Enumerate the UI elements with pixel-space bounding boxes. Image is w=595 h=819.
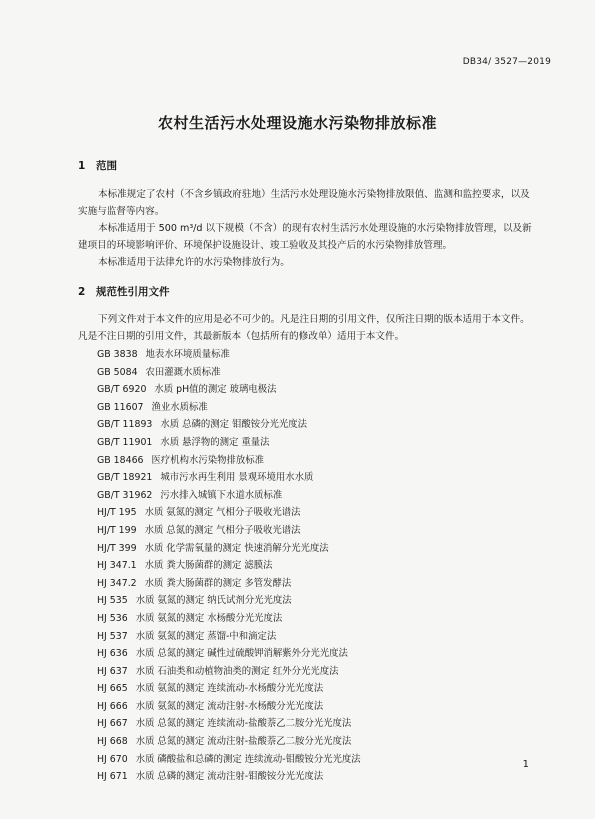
doc-code: DB34/ 3527—2019 — [462, 57, 551, 67]
reference-title: 农田灌溉水质标准 — [145, 366, 221, 378]
reference-title: 水质 粪大肠菌群的测定 多管发酵法 — [144, 577, 292, 589]
reference-item — [97, 399, 361, 417]
reference-title: 水质 总氮的测定 气相分子吸收光谱法 — [144, 524, 301, 536]
reference-code: GB 3838 — [97, 349, 138, 360]
section-number: 2 — [78, 286, 86, 298]
reference-title: 水质 pH值的测定 玻璃电极法 — [154, 384, 277, 396]
reference-title: 城市污水再生利用 景观环境用水水质 — [160, 472, 314, 484]
reference-code: GB 18466 — [97, 454, 144, 466]
reference-title: 医疗机构水污染物排放标准 — [151, 454, 265, 466]
reference-item — [97, 592, 361, 610]
reference-code: HJ 665 — [97, 683, 128, 695]
reference-title: 水质 氨氮的测定 纳氏试剂分光光度法 — [135, 595, 292, 607]
reference-title: 水质 氨氮的测定 水杨酸分光光度法 — [135, 612, 283, 624]
section-number: 1 — [78, 160, 86, 172]
reference-title: 水质 氨氮的测定 蒸馏-中和滴定法 — [135, 630, 277, 642]
reference-code: GB/T 11901 — [97, 436, 153, 448]
reference-code: HJ 536 — [97, 612, 128, 624]
reference-code: HJ 347.2 — [97, 577, 137, 589]
reference-item — [97, 364, 361, 382]
scope-paragraph: 本标准适用于法律允许的水污染物排放行为。 — [98, 257, 290, 268]
reference-item — [97, 733, 361, 751]
reference-title: 水质 化学需氧量的测定 快速消解分光光度法 — [144, 542, 329, 554]
reference-code: GB/T 18921 — [97, 472, 153, 484]
reference-title: 水质 总磷的测定 钼酸铵分光光度法 — [160, 419, 307, 431]
reference-code: GB/T 6920 — [97, 384, 147, 396]
reference-code: HJ 668 — [97, 736, 128, 748]
reference-title: 水质 总氮的测定 流动注射-盐酸萘乙二胺分光光度法 — [135, 736, 352, 748]
reference-code: HJ/T 199 — [97, 524, 137, 536]
reference-item — [97, 469, 361, 487]
section-heading-scope — [78, 158, 117, 173]
reference-title: 水质 磷酸盐和总磷的测定 连续流动-钼酸铵分光光度法 — [135, 753, 361, 765]
reference-code: GB 11607 — [97, 401, 144, 413]
scope-paragraph: 本标准规定了农村（不含乡镇政府驻地）生活污水处理设施水污染物排放限值、监测和监控要求，以及实施与监督等内容。 — [78, 189, 530, 217]
reference-item — [97, 575, 361, 593]
reference-code: GB/T 31962 — [97, 489, 153, 501]
reference-item — [97, 610, 361, 628]
reference-title: 水质 悬浮物的测定 重量法 — [160, 436, 270, 448]
reference-code: HJ 637 — [97, 665, 128, 677]
page-number: 1 — [522, 759, 529, 770]
reference-title: 水质 总氮的测定 连续流动-盐酸萘乙二胺分光光度法 — [135, 718, 352, 730]
reference-list — [97, 346, 361, 786]
reference-code: HJ/T 399 — [97, 542, 137, 554]
section-heading-normative-references — [78, 284, 170, 299]
reference-item — [97, 504, 361, 522]
reference-item — [97, 715, 361, 733]
reference-code: HJ 347.1 — [97, 560, 137, 572]
reference-code: HJ/T 195 — [97, 507, 137, 519]
reference-title: 污水排入城镇下水道水质标准 — [160, 489, 283, 501]
reference-code: HJ 537 — [97, 630, 128, 642]
reference-title: 渔业水质标准 — [151, 401, 208, 413]
reference-item — [97, 381, 361, 399]
reference-item — [97, 487, 361, 505]
reference-code: HJ 667 — [97, 718, 128, 730]
reference-title: 水质 氨氮的测定 气相分子吸收光谱法 — [144, 507, 301, 519]
section-title: 范围 — [96, 160, 117, 172]
reference-item — [97, 680, 361, 698]
reference-item — [97, 645, 361, 663]
reference-item — [97, 751, 361, 769]
reference-title: 水质 粪大肠菌群的测定 滤膜法 — [144, 560, 273, 572]
section-title: 规范性引用文件 — [96, 286, 170, 298]
reference-title: 水质 氨氮的测定 连续流动-水杨酸分光光度法 — [135, 683, 324, 695]
reference-title: 地表水环境质量标准 — [145, 349, 230, 360]
reference-item — [97, 663, 361, 681]
reference-code: HJ 535 — [97, 595, 128, 607]
reference-item — [97, 768, 361, 786]
reference-code: HJ 666 — [97, 700, 128, 712]
reference-title: 水质 氨氮的测定 流动注射-水杨酸分光光度法 — [135, 700, 324, 712]
scope-paragraph: 本标准适用于 500 m³/d 以下规模（不含）的现有农村生活污水处理设施的水污染物排放管理，以及新建项目的环境影响评价、环境保护设施设计、竣工验收及其投产后的水污染物排放管理。 — [78, 223, 532, 251]
reference-item — [97, 628, 361, 646]
reference-title: 水质 石油类和动植物油类的测定 红外分光光度法 — [135, 665, 339, 677]
reference-item — [97, 540, 361, 558]
reference-code: GB 5084 — [97, 366, 138, 378]
reference-code: HJ 670 — [97, 753, 128, 765]
page-title: 农村生活污水处理设施水污染物排放标准 — [157, 114, 437, 132]
reference-item — [97, 416, 361, 434]
reference-title: 水质 总磷的测定 流动注射-钼酸铵分光光度法 — [135, 771, 324, 783]
reference-code: HJ 671 — [97, 771, 128, 783]
reference-title: 水质 总氮的测定 碱性过硫酸钾消解紫外分光光度法 — [135, 648, 348, 660]
reference-code: GB/T 11893 — [97, 419, 153, 431]
reference-item — [97, 557, 361, 575]
reference-item — [97, 346, 361, 364]
reference-item — [97, 452, 361, 470]
reference-item — [97, 698, 361, 716]
reference-code: HJ 636 — [97, 648, 128, 660]
references-intro-paragraph: 下列文件对于本文件的应用是必不可少的。凡是注日期的引用文件，仅所注日期的版本适用于本文件。凡是不注日期的引用文件，其最新版本（包括所有的修改单）适用于本文件。 — [78, 314, 530, 342]
reference-item — [97, 434, 361, 452]
reference-item — [97, 522, 361, 540]
